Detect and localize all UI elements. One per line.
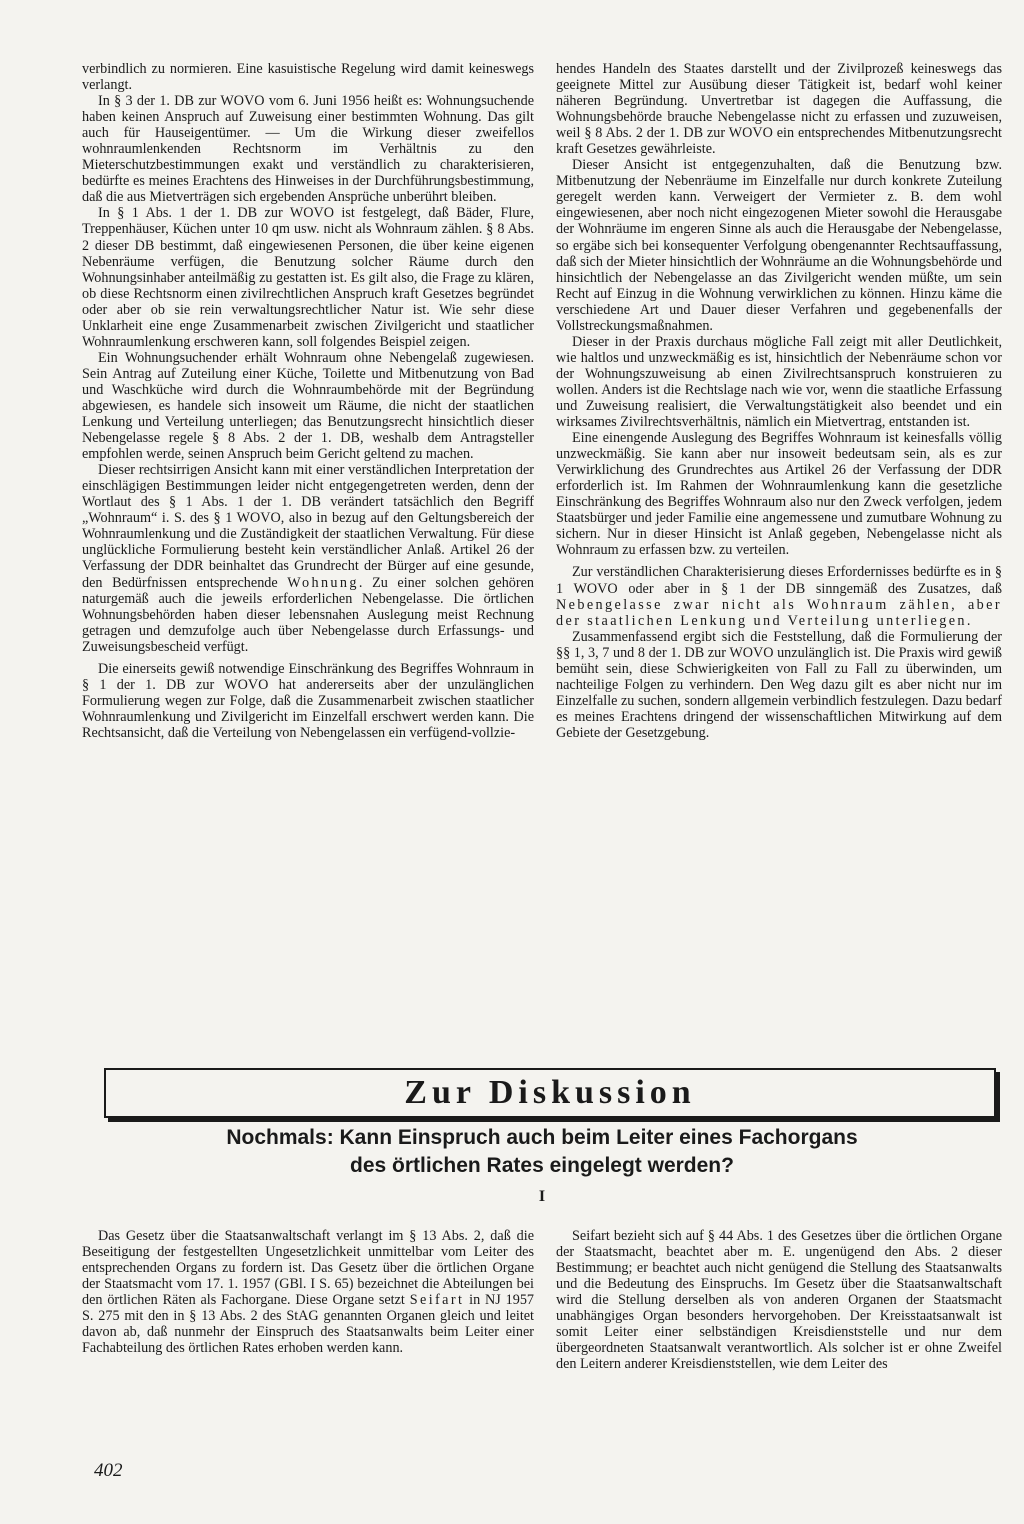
paragraph: verbindlich zu normieren. Eine kasuistische Regelung wird damit keineswegs verlangt. bbox=[82, 61, 534, 94]
paragraph: In § 3 der 1. DB zur WOVO vom 6. Juni 1956 heißt es: Wohnungsuchende haben keinen Anspruch auf Zuweisung einer bestimmten Wohnung. Das gilt auch für Hauseigentümer. — Um die Wirkung dieser zweifellos wohnraumlenkenden Rechtsnorm im Verhältnis zu den Mieterschutzbestimmungen exakt und verständlich zu charakterisieren, bedürfte es meines Erachtens des Hinweises in der Durchführungsbestimmung, daß die aus Mietverträgen sich ergebenden Ansprüche unberührt bleiben. bbox=[82, 93, 534, 206]
paragraph bbox=[82, 1228, 534, 1356]
paragraph: Eine einengende Auslegung des Begriffes Wohnraum ist keinesfalls völlig unzweckmäßig. Sie kann aber nur insoweit bedeutsam sein, als es zur Verwirklichung des Grundrechtes aus Artikel 26 der Verfassung der DDR erforderlich ist. Im Rahmen der Wohnraumlenkung kann die gesetzliche Einschränkung des Begriffes Wohnraum also nur den Zweck verfolgen, jedem Staatsbürger und jeder Familie eine angemessene und zumutbare Wohnung zu sichern. Nur in dieser Hinsicht ist Anlaß gegeben, Nebengelasse nicht als Wohnraum zu erfassen bzw. zu verteilen. bbox=[556, 430, 1002, 559]
paragraph: Die einerseits gewiß notwendige Einschränkung des Begriffes Wohnraum in § 1 der 1. DB zur WOVO hat andererseits aber der unzulänglichen Formulierung wegen zur Folge, daß die Zusammenarbeit zwischen staatlicher Wohnraumlenkung und Zivilgericht im Einzelfall erschwert werden kann. Die Rechtsansicht, daß die Verteilung von Nebengelassen ein verfügend-vollzie- bbox=[82, 660, 534, 741]
text-span: . Zu einer solchen gehören naturgemäß auch die jeweils erforderlichen Nebengelasse. Die örtlichen Wohnungsbehörden haben dieser lebensnahen Auslegung meist Rechnung getragen und demzufolge auch über Nebengelasse durch Erfassungs- und Zuweisungsbescheid verfügt. bbox=[82, 574, 534, 655]
spaced-emphasis: Seifart bbox=[409, 1292, 465, 1309]
paragraph: Dieser Ansicht ist entgegenzuhalten, daß die Benutzung bzw. Mitbenutzung der Nebenräume im Einzelfalle nur durch konkrete Zuteilung geregelt werden kann. Verweigert der Vermieter z. B. dem wohl eingewiesenen, aber noch nicht eingezogenen Mieter sowohl die Herausgabe der Wohnräume im engeren Sinne als auch die Herausgabe der Nebengelasse, so ergäbe sich bei konsequenter Verfolgung obengenannter Rechtsauffassung, daß sich der Mieter hinsichtlich der Wohnräume an die Wohnungsbehörde und hinsichtlich der Nebengelasse an das Zivilgericht wenden müßte, um sein Recht auf Einzug in die Wohnung verwirklichen zu können. Hinzu käme die verschiedene Art und Dauer dieser Verfahren und gegebenenfalls der Vollstreckungsmaßnahmen. bbox=[556, 157, 1002, 334]
section-header-box bbox=[104, 1068, 996, 1118]
paragraph: In § 1 Abs. 1 der 1. DB zur WOVO ist festgelegt, daß Bäder, Flure, Treppenhäuser, Küchen unter 10 qm usw. nicht als Wohnraum zählen. § 8 Abs. 2 dieser DB bestimmt, daß eingewiesenen Personen, die über keine eigenen Nebenräume verfügen, die Benutzung solcher Räume durch den Wohnungsinhaber anteilmäßig zu gestatten ist. Es gilt also, die Frage zu klären, ob diese Rechtsnorm einen zivilrechtlichen Anspruch kraft Gesetzes begründet oder aber ob sie rein verwaltungsrechtlicher Natur ist. Wie sehr diese Unklarheit eine enge Zusammenarbeit zwischen Zivilgericht und staatlicher Wohnraumlenkung erschweren kann, soll folgendes Beispiel zeigen. bbox=[82, 205, 534, 350]
text-column-left bbox=[82, 61, 534, 741]
article-title bbox=[82, 1124, 1002, 1180]
paragraph: Ein Wohnungsuchender erhält Wohnraum ohne Nebengelaß zugewiesen. Sein Antrag auf Zuteilung einer Küche, Toilette und Mitbenutzung von Bad und Waschküche wird durch die Wohnraumbehörde mit der Begründung abgewiesen, es handele sich insoweit um Räume, die nicht der staatlichen Lenkung und Verteilung unterliegen; das Benutzungsrecht hinsichtlich dieser Nebengelasse regele § 8 Abs. 2 der 1. DB, weshalb dem Antragsteller empfohlen werde, seinen Anspruch beim Gericht geltend zu machen. bbox=[82, 349, 534, 463]
article-column-left bbox=[82, 1228, 534, 1356]
article-column-right bbox=[556, 1228, 1002, 1372]
text-span: Zur verständlichen Charakterisierung dieses Erfordernisses bedürfte es in § 1 WOVO oder aber in § 1 der DB sinngemäß des Zusatzes, daß bbox=[556, 564, 1002, 597]
paragraph: Seifart bezieht sich auf § 44 Abs. 1 des Gesetzes über die örtlichen Organe der Staatsmacht, beachtet aber m. E. ungenügend den Abs. 2 dieser Bestimmung; er beachtet auch nicht genügend die Stellung des Staatsanwalts und die Bedeutung des Einspruchs. Im Gesetz über die Staatsanwaltschaft wird die Stellung derselben als von anderen Organen der Staatsmacht unabhängiges Organ besonders hervorgehoben. Der Kreisstaatsanwalt ist somit Leiter einer selbständigen Kreisdienststelle und nur dem übergeordneten Staatsanwalt verantwortlich. Als solcher ist er ohne Zweifel den Leitern anderer Kreisdienststellen, wie dem Leiter des bbox=[556, 1228, 1002, 1373]
text-span: Dieser rechtsirrigen Ansicht kann mit einer verständlichen Interpretation der einschlägigen Bestimmungen leider nicht entgegengetreten werden, denn der Wortlaut des § 1 Abs. 1 der 1. DB verändert tatsächlich den Begriff „Wohnraum“ i. S. des § 1 WOVO, also in bezug auf den Geltungsbereich der Wohnraumlenkung und die Zuständigkeit der staatlichen Verwaltung. Für diese unglückliche Formulierung besteht kein verständlicher Anlaß. Artikel 26 der Verfassung der DDR beinhaltet das Grundrecht der Bürger auf eine gesunde, den Bedürfnissen entsprechende bbox=[82, 462, 534, 591]
paragraph: Zusammenfassend ergibt sich die Feststellung, daß die Formulierung der §§ 1, 3, 7 und 8 der 1. DB zur WOVO unzulänglich ist. Die Praxis wird gewiß bemüht sein, diese Schwierigkeiten von Fall zu Fall zu überwinden, um nachteilige Folgen zu verhindern. Den Weg dazu gilt es aber nicht nur im Einzelfalle zu suchen, sondern allgemein verbindlich festzulegen. Dazu bedarf es meines Erachtens dringend der wissenschaftlichen Mitwirkung auf dem Gebiete der Gesetzgebung. bbox=[556, 628, 1002, 741]
article-part-number: I bbox=[538, 1188, 546, 1205]
section-title: Zur Diskussion bbox=[404, 1074, 696, 1111]
paragraph bbox=[556, 564, 1002, 628]
paragraph: hendes Handeln des Staates darstellt und der Zivilprozeß keineswegs das geeignete Mittel zur Ausübung dieser Tätigkeit ist, bedarf wohl keiner näheren Begründung. Unvertretbar ist dagegen die Auffassung, die Wohnungsbehörde brauche Nebengelasse nicht zu erfassen und zuzuweisen, weil § 8 Abs. 2 der 1. DB zur WOVO ein entsprechendes Mitbenutzungsrecht kraft Gesetzes gewährleiste. bbox=[556, 61, 1002, 158]
article-title-line: Nochmals: Kann Einspruch auch beim Leiter eines Fachorgans bbox=[226, 1126, 858, 1149]
spaced-emphasis: Nebengelasse zwar nicht als Wohnraum zählen, aber der staatlichen Lenkung und Verteilung unterliegen. bbox=[556, 596, 1002, 629]
spaced-emphasis: Wohnung bbox=[287, 574, 359, 591]
page-number: 402 bbox=[94, 1460, 123, 1481]
text-span: in NJ 1957 S. 275 mit den in § 13 Abs. 2 des StAG genannten Organen gleich und leitet davon ab, daß nunmehr der Einspruch des Staatsanwalts beim Leiter einer Fachabteilung des örtlichen Rates erhoben werden kann. bbox=[82, 1292, 535, 1357]
text-span: Das Gesetz über die Staatsanwaltschaft verlangt im § 13 Abs. 2, daß die Beseitigung der festgestellten Ungesetzlichkeit unmittelbar vom Leiter des entsprechenden Organs zu fordern ist. Das Gesetz über die örtlichen Organe der Staatsmacht vom 17. 1. 1957 (GBl. I S. 65) bezeichnet die Abteilungen bei den örtlichen Räten als Fachorgane. Diese Organe setzt bbox=[82, 1228, 534, 1309]
article-title-line: des örtlichen Rates eingelegt werden? bbox=[350, 1154, 734, 1177]
paragraph bbox=[82, 462, 534, 655]
text-column-right bbox=[556, 61, 1002, 741]
paragraph: Dieser in der Praxis durchaus mögliche Fall zeigt mit aller Deutlichkeit, wie haltlos und unzweckmäßig es ist, hinsichtlich der Nebenräume schon vor der Wohnungszuweisung ab einen Zivilrechtsanspruch konstruieren zu wollen. Anders ist die Rechtslage nach wie vor, wenn die staatliche Erfassung und Zuweisung realisiert, die Verwaltungstätigkeit also beendet und ein wirksames Zivilrechtsverhältnis, nämlich ein Mietvertrag, entstanden ist. bbox=[556, 333, 1002, 431]
